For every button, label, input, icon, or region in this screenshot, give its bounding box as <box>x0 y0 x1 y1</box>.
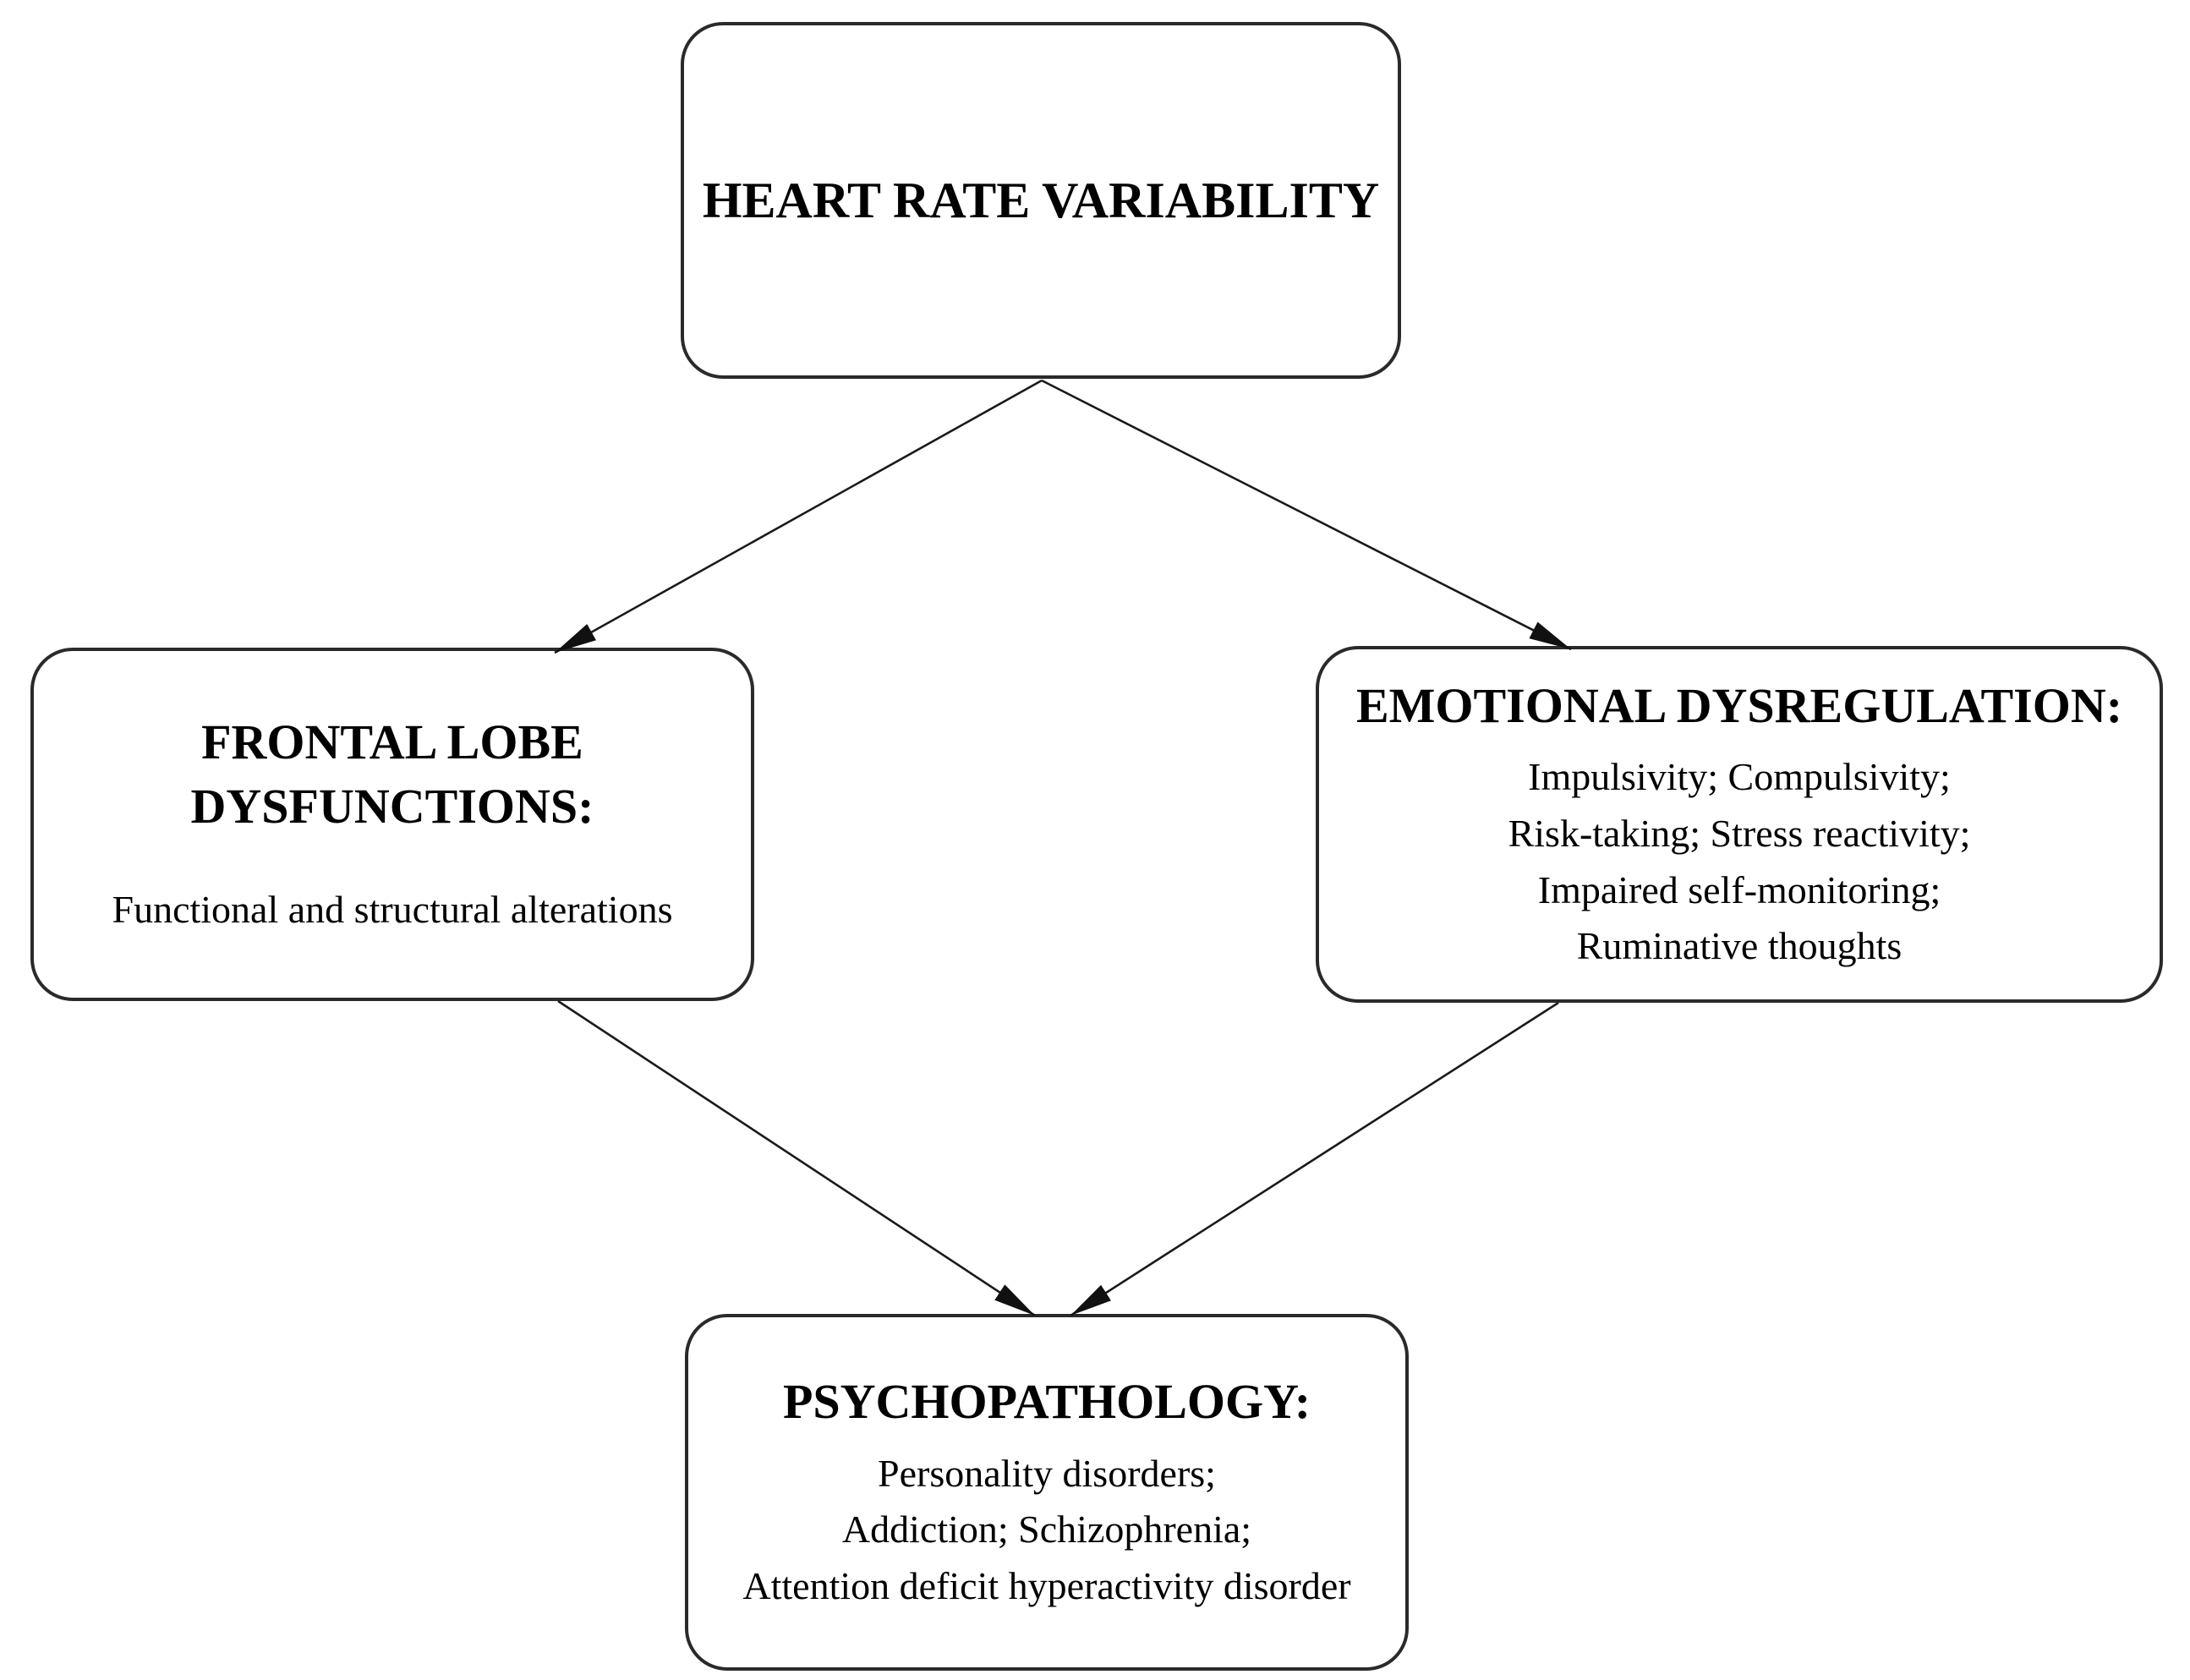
node-frontal-lobe-dysfunctions <box>30 648 754 1001</box>
node-body <box>742 1446 1350 1615</box>
node-psychopathology <box>685 1314 1409 1671</box>
edge-hrv-to-frontal <box>555 380 1042 653</box>
node-title: HEART RATE VARIABILITY <box>702 172 1380 228</box>
edge-emotional-to-psycho <box>1070 1003 1558 1316</box>
node-title: PSYCHOPATHOLOGY: <box>782 1374 1311 1430</box>
body-line: Impaired self-monitoring; <box>1537 867 1941 911</box>
node-heart-rate-variability <box>681 22 1401 379</box>
node-body <box>1508 749 1971 975</box>
node-title <box>191 710 594 838</box>
body-line: Impulsivity; Compulsivity; <box>1528 755 1951 799</box>
body-line: Ruminative thoughts <box>1576 924 1903 968</box>
body-line: Functional and structural alterations <box>112 888 673 932</box>
node-emotional-dysregulation <box>1316 646 2163 1003</box>
body-line: Addiction; Schizophrenia; <box>841 1508 1252 1551</box>
edge-frontal-to-psycho <box>558 1001 1035 1316</box>
body-line: Risk-taking; Stress reactivity; <box>1508 812 1971 855</box>
title-line: FRONTAL LOBE <box>201 714 583 770</box>
edge-hrv-to-emotional <box>1042 380 1571 649</box>
title-line: DYSFUNCTIONS: <box>190 778 594 834</box>
body-line: Personality disorders; <box>878 1451 1216 1495</box>
body-line: Attention deficit hyperactivity disorder <box>742 1564 1351 1608</box>
node-body <box>112 882 673 939</box>
node-title: EMOTIONAL DYSREGULATION: <box>1355 677 2123 733</box>
